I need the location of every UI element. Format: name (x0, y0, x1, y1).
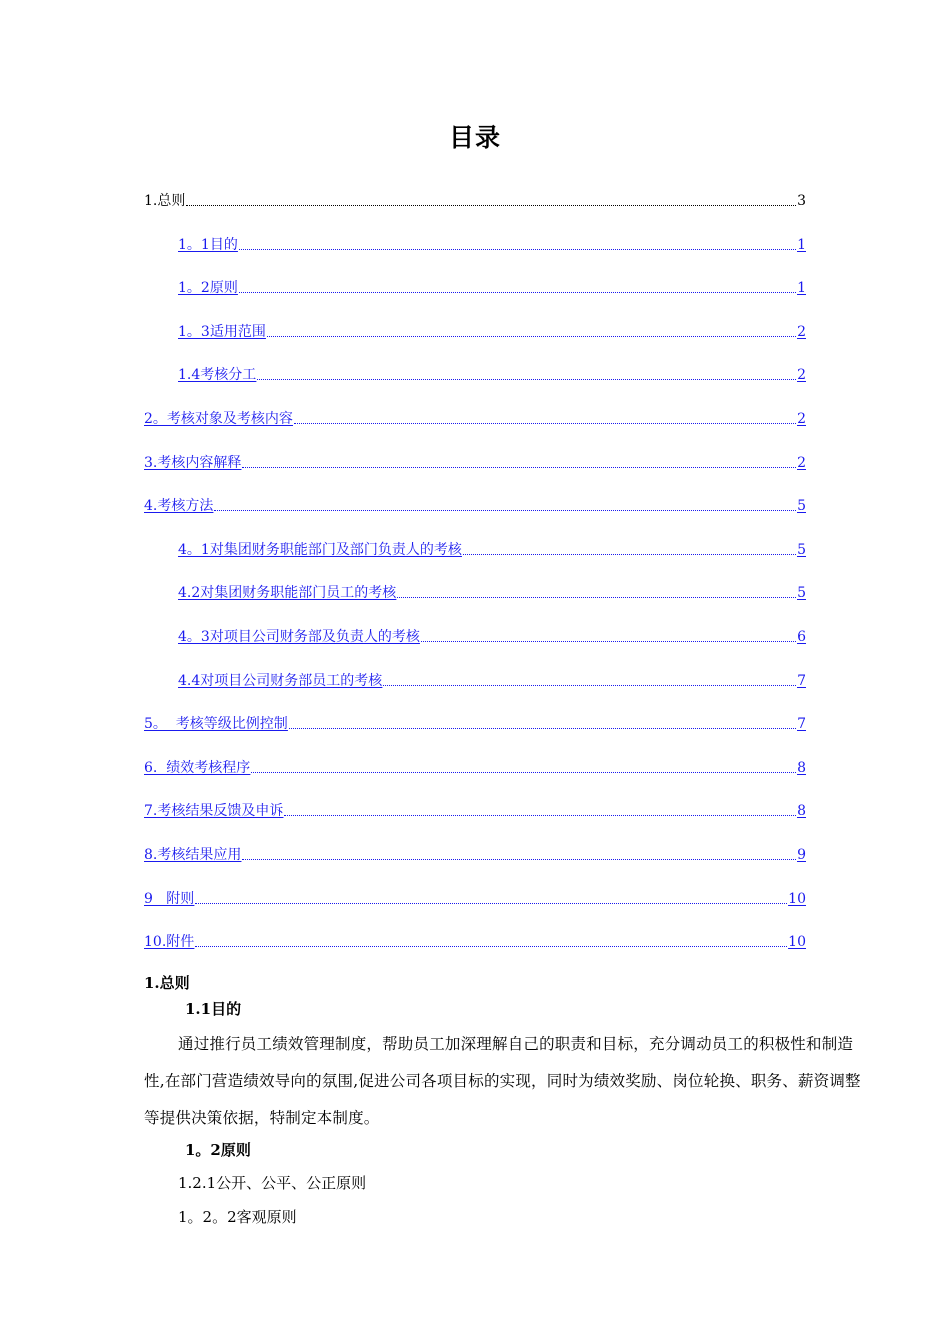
toc-leader-dots (383, 679, 796, 686)
toc-leader-dots (463, 548, 796, 555)
toc-entry-label: 3.考核内容解释 (144, 455, 242, 471)
toc-entry (144, 188, 806, 210)
toc-leader-dots (267, 330, 796, 337)
toc-entry-label: 2。考核对象及考核内容 (144, 411, 293, 427)
toc-entry-page: 7 (797, 673, 806, 689)
item-1-2-2: 1。2。2客观原则 (178, 1208, 297, 1226)
toc-entry-label: 8.考核结果应用 (144, 847, 242, 863)
toc-entry-label: 4.考核方法 (144, 498, 214, 514)
toc-entry-page: 2 (797, 324, 806, 340)
toc-entry-page: 2 (797, 455, 806, 471)
toc-leader-dots (421, 635, 796, 642)
toc-entry-page: 3 (797, 193, 806, 209)
toc-entry-page: 6 (797, 629, 806, 645)
toc-leader-dots (239, 243, 796, 250)
toc-entry[interactable] (144, 406, 806, 428)
toc-entry-label: 1.总则 (144, 193, 186, 209)
toc-leader-dots (257, 373, 796, 380)
toc-entry[interactable] (144, 711, 806, 733)
item-1-2-1: 1.2.1公开、公平、公正原则 (178, 1174, 367, 1192)
toc-entry[interactable] (144, 886, 806, 908)
toc-entry-label: 1。1目的 (178, 237, 238, 253)
toc-entry-label: 1.4考核分工 (178, 367, 257, 383)
toc-leader-dots (242, 853, 796, 860)
toc-leader-dots (195, 940, 787, 947)
toc-entry-label: 10.附件 (144, 934, 195, 950)
toc-entry-page: 10 (788, 891, 806, 907)
toc-entry[interactable] (178, 362, 806, 384)
toc-entry-label: 5。 考核等级比例控制 (144, 716, 288, 732)
toc-entry-label: 4.4对项目公司财务部员工的考核 (178, 673, 383, 689)
toc-leader-dots (397, 591, 796, 598)
toc-entry[interactable] (178, 580, 806, 602)
toc-entry-label: 7.考核结果反馈及申诉 (144, 803, 284, 819)
toc-entry-label: 1。3适用范围 (178, 324, 266, 340)
toc-entry[interactable] (144, 798, 806, 820)
toc-entry-label: 6. 绩效考核程序 (144, 760, 251, 776)
toc-leader-dots (251, 766, 796, 773)
toc-entry-page: 2 (797, 367, 806, 383)
toc-entry[interactable] (178, 275, 806, 297)
toc-title: 目录 (448, 123, 501, 152)
toc-leader-dots (294, 417, 796, 424)
toc-entry-page: 2 (797, 411, 806, 427)
toc-leader-dots (214, 504, 796, 511)
toc-entry[interactable] (144, 842, 806, 864)
toc-entry[interactable] (144, 493, 806, 515)
toc-entry[interactable] (178, 668, 806, 690)
toc-entry-page: 10 (788, 934, 806, 950)
toc-entry[interactable] (144, 929, 806, 951)
toc-leader-dots (195, 897, 787, 904)
toc-entry-label: 4.2对集团财务职能部门员工的考核 (178, 585, 397, 601)
toc-leader-dots (289, 722, 796, 729)
toc-entry[interactable] (144, 450, 806, 472)
section-1-1-paragraph: 通过推行员工绩效管理制度，帮助员工加深理解自己的职责和目标，充分调动员工的积极性和制造性,在部门营造绩效导向的氛围,促进公司各项目标的实现，同时为绩效奖励、岗位轮换、职务、薪资调整等提供决策依据，特制定本制度。 (144, 1035, 861, 1127)
section-1-1-heading: 1.1目的 (185, 1000, 242, 1018)
toc-leader-dots (239, 286, 796, 293)
toc-entry-label: 4。3对项目公司财务部及负责人的考核 (178, 629, 420, 645)
toc-entry-label: 1。2原则 (178, 280, 238, 296)
toc-entry-page: 5 (797, 585, 806, 601)
toc-leader-dots (242, 461, 796, 468)
toc-entry-page: 8 (797, 760, 806, 776)
toc-entry-page: 5 (797, 542, 806, 558)
toc-entry[interactable] (144, 755, 806, 777)
toc-entry-page: 9 (797, 847, 806, 863)
toc-entry-page: 5 (797, 498, 806, 514)
toc-entry-page: 8 (797, 803, 806, 819)
toc-entry-page: 1 (797, 237, 806, 253)
section-1-2-heading: 1。2原则 (185, 1141, 251, 1159)
toc-entry[interactable] (178, 319, 806, 341)
toc-entry-page: 7 (797, 716, 806, 732)
toc-leader-dots (186, 199, 796, 206)
toc-entry[interactable] (178, 232, 806, 254)
toc-entry[interactable] (178, 624, 806, 646)
section-1-heading: 1.总则 (144, 974, 190, 992)
toc-entry[interactable] (178, 537, 806, 559)
toc-leader-dots (284, 809, 796, 816)
toc-entry-page: 1 (797, 280, 806, 296)
toc-entry-label: 4。1对集团财务职能部门及部门负责人的考核 (178, 542, 462, 558)
toc-entry-label: 9 附则 (144, 891, 195, 907)
